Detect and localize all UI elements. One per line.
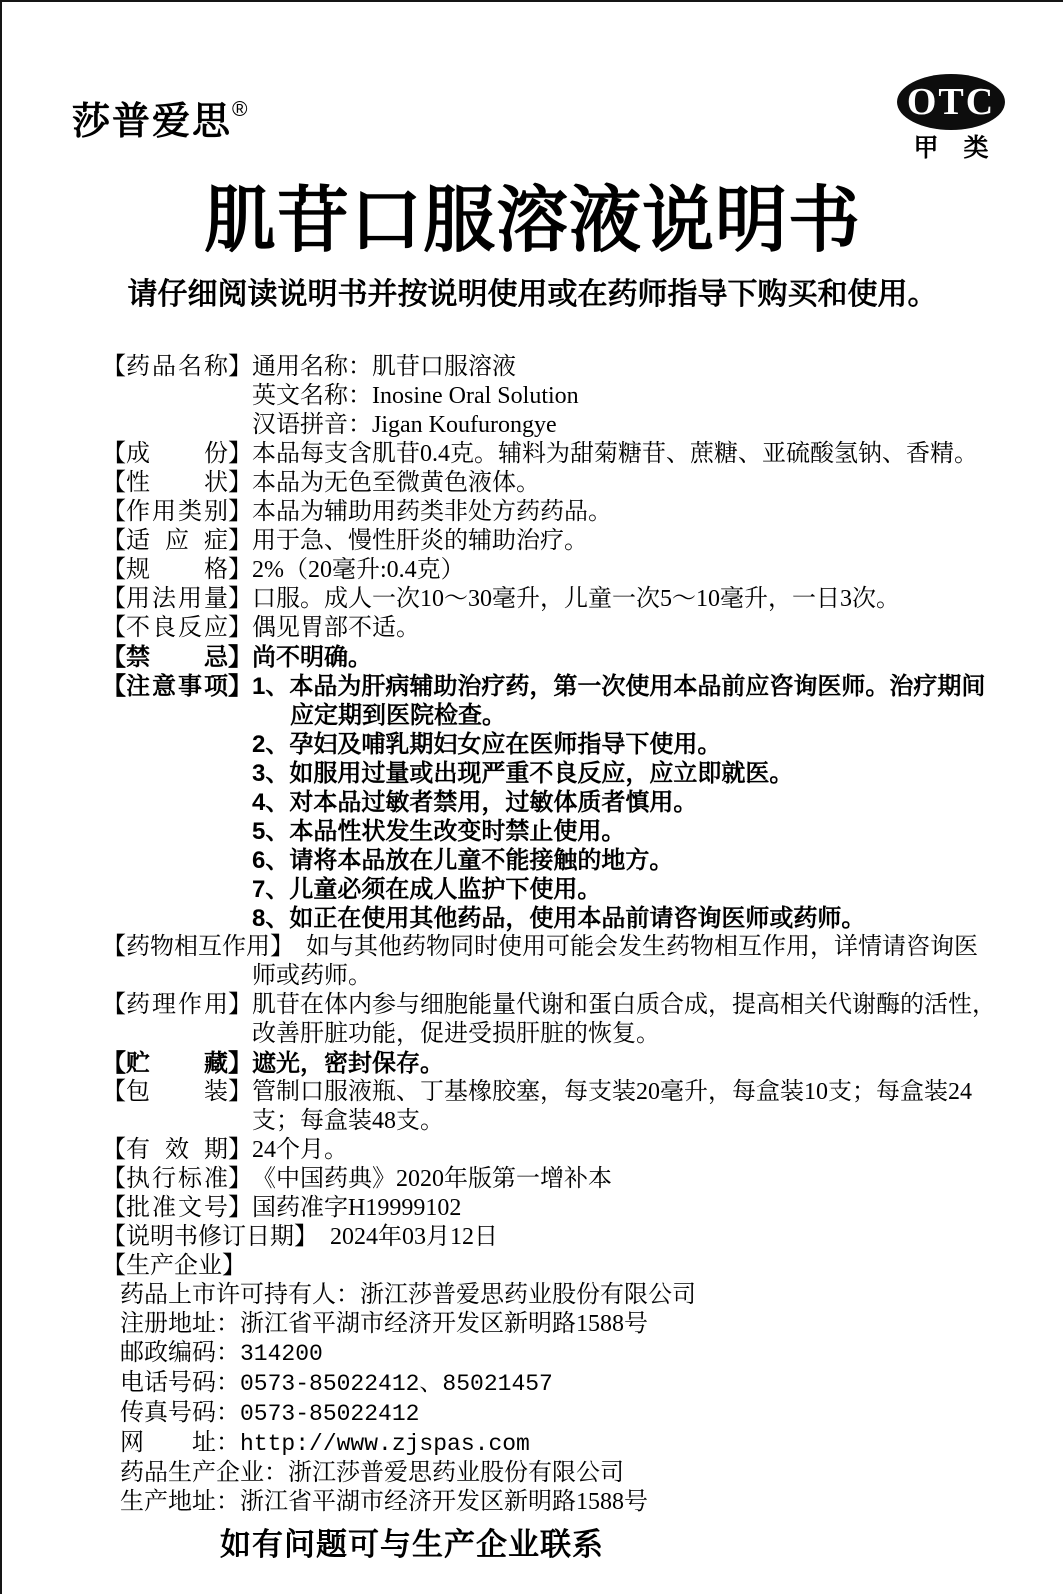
section-content xyxy=(252,353,1001,440)
section-content: 《中国药典》2020年版第一增补本 xyxy=(252,1166,612,1192)
reading-notice: 请仔细阅读说明书并按说明使用或在药师指导下购买和使用。 xyxy=(127,278,938,311)
section-label xyxy=(102,440,252,469)
bracket-close: 】 xyxy=(228,1166,252,1192)
field-value: 浙江莎普爱思药业股份有限公司 xyxy=(288,1460,624,1486)
otc-ellipse-icon: OTC xyxy=(897,74,1005,130)
precaution-item: 8、如正在使用其他药品，使用本品前请咨询医师或药师。 xyxy=(252,905,866,932)
section-label xyxy=(102,527,252,556)
section-content: 尚不明确。 xyxy=(252,644,372,671)
section-label-text: 执行标准 xyxy=(126,1166,228,1192)
section-label xyxy=(102,934,294,960)
license-holder-line xyxy=(120,1281,1001,1310)
field-value: 浙江省平湖市经济开发区新明路1588号 xyxy=(240,1311,648,1337)
bracket-close: 】 xyxy=(228,586,252,612)
bracket-close: 】 xyxy=(228,992,252,1018)
section-label xyxy=(102,991,252,1020)
section-content: 遮光，密封保存。 xyxy=(252,1050,444,1077)
bracket-close: 】 xyxy=(228,615,252,641)
bracket-close: 】 xyxy=(228,470,252,496)
bracket-close: 】 xyxy=(228,528,252,554)
manufacturer-details xyxy=(120,1281,1001,1517)
section-label xyxy=(102,1165,252,1194)
section-content: 24个月。 xyxy=(252,1137,348,1163)
section-label xyxy=(102,1136,252,1165)
field-key: 电话号码： xyxy=(120,1370,240,1396)
bracket-open: 【 xyxy=(102,934,126,960)
section-dosage xyxy=(102,585,1001,614)
bracket-open: 【 xyxy=(102,499,126,525)
website-line xyxy=(120,1429,1001,1459)
bracket-open: 【 xyxy=(102,1050,126,1077)
field-value: Jigan Koufurongye xyxy=(372,412,557,438)
phone-number-line xyxy=(120,1369,1001,1399)
section-ingredients xyxy=(102,440,1001,469)
producer-line xyxy=(120,1459,1001,1488)
production-address-line xyxy=(120,1488,1001,1517)
field-key: 通用名称： xyxy=(252,354,372,380)
section-label-text: 作用类别 xyxy=(126,499,228,525)
section-content: 口服。成人一次10～30毫升，儿童一次5～10毫升，一日3次。 xyxy=(252,586,900,612)
bracket-close: 】 xyxy=(228,1137,252,1163)
section-label-text: 药理作用 xyxy=(126,992,228,1018)
section-label xyxy=(102,614,252,643)
bracket-open: 【 xyxy=(102,1195,126,1221)
bracket-open: 【 xyxy=(102,615,126,641)
bracket-open: 【 xyxy=(102,470,126,496)
precaution-item: 6、请将本品放在儿童不能接触的地方。 xyxy=(252,847,674,874)
bracket-open: 【 xyxy=(102,1224,126,1250)
field-key: 网 址： xyxy=(120,1430,240,1456)
section-action-class xyxy=(102,498,1001,527)
bracket-open: 【 xyxy=(102,441,126,467)
section-label-text: 成份 xyxy=(126,441,228,467)
section-label-text: 说明书修订日期 xyxy=(126,1224,294,1250)
precaution-item: 3、如服用过量或出现严重不良反应，应立即就医。 xyxy=(252,760,794,787)
field-value: 0573-85022412 xyxy=(240,1401,420,1427)
bracket-open: 【 xyxy=(102,644,126,671)
bracket-close: 】 xyxy=(228,354,252,380)
section-approval-number xyxy=(102,1194,1001,1223)
section-content: 本品为辅助用药类非处方药药品。 xyxy=(252,499,612,525)
section-label xyxy=(102,498,252,527)
section-label xyxy=(102,469,252,498)
section-content: 如与其他药物同时使用可能会发生药物相互作用，详情请咨询医师或药师。 xyxy=(252,934,978,989)
bracket-open: 【 xyxy=(102,1253,126,1279)
section-drug-name xyxy=(102,353,1001,440)
precaution-item: 4、对本品过敏者禁用，过敏体质者慎用。 xyxy=(252,789,698,816)
bracket-close: 】 xyxy=(270,934,294,960)
precaution-item: 2、孕妇及哺乳期妇女应在医师指导下使用。 xyxy=(252,731,722,758)
precaution-item: 5、本品性状发生改变时禁止使用。 xyxy=(252,818,626,845)
bracket-open: 【 xyxy=(102,1137,126,1163)
section-pharmacology xyxy=(102,991,1001,1049)
bracket-close: 】 xyxy=(228,1050,252,1077)
field-key: 汉语拼音： xyxy=(252,412,372,438)
bracket-open: 【 xyxy=(102,354,126,380)
bracket-open: 【 xyxy=(102,528,126,554)
generic-name-line xyxy=(252,353,1001,382)
field-key: 生产地址： xyxy=(120,1489,240,1515)
pinyin-name-line xyxy=(252,411,1001,440)
section-label-text: 适应症 xyxy=(126,528,228,554)
section-label xyxy=(102,1224,318,1250)
section-indications xyxy=(102,527,1001,556)
section-revision-date xyxy=(102,1223,1001,1252)
brand-name: 莎普爱思 xyxy=(72,101,233,143)
section-label xyxy=(102,353,252,382)
section-label-text: 性状 xyxy=(126,470,228,496)
field-key: 英文名称： xyxy=(252,383,372,409)
precaution-item: 7、儿童必须在成人监护下使用。 xyxy=(252,876,602,903)
section-label xyxy=(102,672,252,701)
bracket-close: 】 xyxy=(228,499,252,525)
section-content: 用于急、慢性肝炎的辅助治疗。 xyxy=(252,528,588,554)
registered-trademark-mark: ® xyxy=(232,98,248,121)
field-value: 314200 xyxy=(240,1341,323,1367)
section-content: 国药准字H19999102 xyxy=(252,1195,462,1221)
section-label xyxy=(102,585,252,614)
field-key: 药品上市许可持有人： xyxy=(120,1282,360,1308)
fax-number-line xyxy=(120,1399,1001,1429)
bracket-open: 【 xyxy=(102,557,126,583)
section-package xyxy=(102,1078,1001,1136)
section-label-text: 批准文号 xyxy=(126,1195,228,1221)
postal-code-line xyxy=(120,1339,1001,1369)
bracket-open: 【 xyxy=(102,1079,126,1105)
section-label xyxy=(102,643,252,672)
bracket-open: 【 xyxy=(102,1166,126,1192)
bracket-close: 】 xyxy=(222,1253,246,1279)
bracket-close: 】 xyxy=(228,673,252,700)
section-validity xyxy=(102,1136,1001,1165)
section-label xyxy=(102,1194,252,1223)
section-label xyxy=(102,556,252,585)
section-character xyxy=(102,469,1001,498)
section-spec xyxy=(102,556,1001,585)
section-content: 2%（20毫升:0.4克） xyxy=(252,557,465,583)
registered-address-line xyxy=(120,1310,1001,1339)
field-value: Inosine Oral Solution xyxy=(372,383,579,409)
bracket-open: 【 xyxy=(102,673,126,700)
english-name-line xyxy=(252,382,1001,411)
section-manufacturer xyxy=(102,1252,1001,1517)
section-content: 偶见胃部不适。 xyxy=(252,615,420,641)
field-value: 肌苷口服溶液 xyxy=(372,354,516,380)
section-content xyxy=(252,672,1001,933)
bracket-open: 【 xyxy=(102,992,126,1018)
section-label-text: 有效期 xyxy=(126,1137,228,1163)
precaution-item: 1、本品为肝病辅助治疗药，第一次使用本品前应咨询医师。治疗期间应定期到医院检查。 xyxy=(252,673,986,729)
field-value: 0573-85022412、85021457 xyxy=(240,1371,553,1397)
section-label-text: 药物相互作用 xyxy=(126,934,270,960)
section-label-text: 规格 xyxy=(126,557,228,583)
section-content: 本品每支含肌苷0.4克。辅料为甜菊糖苷、蔗糖、亚硫酸氢钠、香精。 xyxy=(252,441,978,467)
section-precautions xyxy=(102,672,1001,933)
section-storage xyxy=(102,1049,1001,1078)
section-label xyxy=(102,1078,252,1107)
field-key: 注册地址： xyxy=(120,1311,240,1337)
bracket-open: 【 xyxy=(102,586,126,612)
section-label-text: 禁忌 xyxy=(126,644,228,671)
field-key: 药品生产企业： xyxy=(120,1460,288,1486)
section-label-text: 生产企业 xyxy=(126,1253,222,1279)
section-label-text: 用法用量 xyxy=(126,586,228,612)
bracket-close: 】 xyxy=(228,1195,252,1221)
bracket-close: 】 xyxy=(228,644,252,671)
section-label-text: 注意事项 xyxy=(126,673,228,700)
contact-note: 如有问题可与生产企业联系 xyxy=(220,1527,604,1562)
page-title: 肌苷口服溶液说明书 xyxy=(203,181,861,261)
field-value: 浙江省平湖市经济开发区新明路1588号 xyxy=(240,1489,648,1515)
section-content: 肌苷在体内参与细胞能量代谢和蛋白质合成，提高相关代谢酶的活性，改善肝脏功能，促进受损肝脏的恢复。 xyxy=(252,992,996,1047)
leaflet-body xyxy=(2,353,1063,1564)
section-contraindications xyxy=(102,643,1001,672)
section-content: 本品为无色至微黄色液体。 xyxy=(252,470,540,496)
section-drug-interactions xyxy=(102,933,1001,991)
section-label-text: 不良反应 xyxy=(126,615,228,641)
otc-class-label: 甲 类 xyxy=(913,134,989,162)
section-label-text: 贮藏 xyxy=(126,1050,228,1077)
section-content: 2024年03月12日 xyxy=(330,1224,498,1250)
brand-logo xyxy=(72,88,248,144)
otc-badge xyxy=(897,74,1005,162)
section-standard xyxy=(102,1165,1001,1194)
website-url: http://www.zjspas.com xyxy=(240,1431,530,1457)
section-label xyxy=(102,1049,252,1078)
section-adverse-reactions xyxy=(102,614,1001,643)
section-label xyxy=(102,1252,1001,1281)
bracket-close: 】 xyxy=(294,1224,318,1250)
section-content: 管制口服液瓶、丁基橡胶塞，每支装20毫升，每盒装10支；每盒装24支；每盒装48支。 xyxy=(252,1079,972,1134)
field-value: 浙江莎普爱思药业股份有限公司 xyxy=(360,1282,696,1308)
bracket-close: 】 xyxy=(228,441,252,467)
bracket-close: 】 xyxy=(228,1079,252,1105)
bracket-close: 】 xyxy=(228,557,252,583)
section-label-text: 药品名称 xyxy=(126,354,228,380)
section-label-text: 包装 xyxy=(126,1079,228,1105)
field-key: 邮政编码： xyxy=(120,1340,240,1366)
field-key: 传真号码： xyxy=(120,1400,240,1426)
